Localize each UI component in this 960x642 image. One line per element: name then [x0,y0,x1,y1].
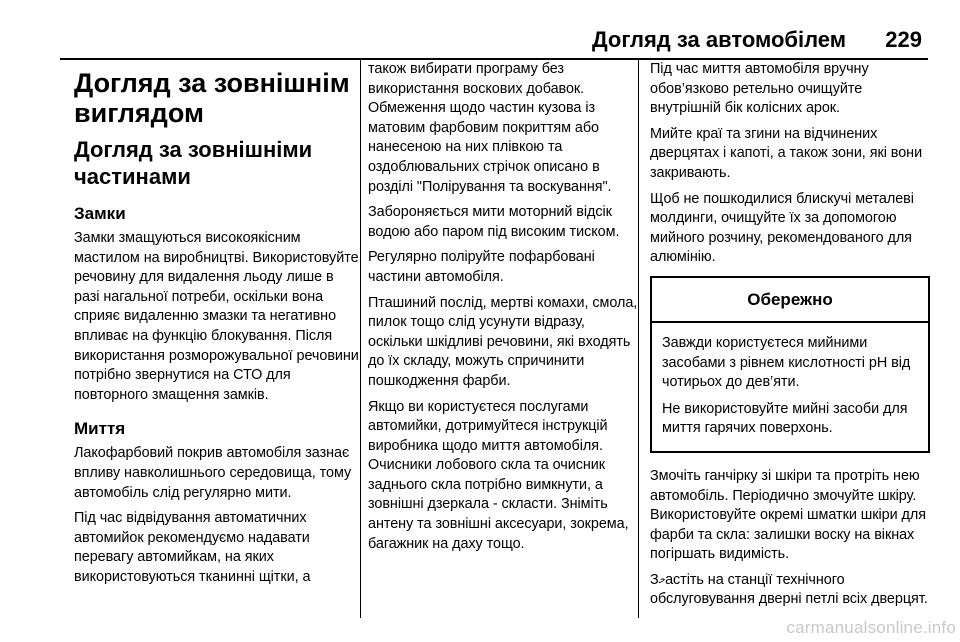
column-divider-2 [638,58,639,618]
section-title: Догляд за зовнішнім виглядом [74,68,350,128]
washing-heading: Миття [74,419,126,439]
column-2 [368,58,638,560]
caution-title: Обережно [652,278,928,323]
caution-box [650,276,930,453]
subsection-title: Догляд за зовнішніми частинами [74,137,313,189]
paragraph-door-edges: Мийте краї та згини на відчинених дверцятах і капоті, а також зони, які вони закривають. [650,125,923,181]
locks-paragraph: Замки змащуються високоякісним мастилом на виробництві. Використовуйте речовину для видалення льоду лише в разі нагальної потреби, оскільки вона сприяє видаленню змазки та негативно впливає на функцію блокування. Після використання розморожувальної речовини потрібно звернутися на СТО для повторного змащення замків. [74,230,359,403]
caution-paragraph-2: Не використовуйте мийні засоби для миття гарячих поверхонь. [662,400,908,437]
header-title: Догляд за автомобілем [591,27,846,52]
paragraph-engine-bay: Забороняється мити моторний відсік водою або паром під високим тиском. [368,204,620,240]
paragraph-mouldings: Щоб не пошкодилися блискучі металеві молдинги, очищуйте їх за допомогою мийного розчину, рекомендованого для алюмінію. [650,190,914,266]
paragraph-hinges: Зމастіть на станції технічного обслуговування дверні петлі всіх дверцят. [650,571,928,608]
paragraph-polish: Регулярно поліруйте пофарбовані частини автомобіля. [368,249,595,285]
caution-body [652,323,928,451]
caution-paragraph-1: Завжди користуєтеся мийними засобами з рівнем кислотності pH від чотирьох до дев’яти. [662,334,911,391]
column-3 [650,58,930,616]
column-1 [74,58,360,594]
locks-heading: Замки [74,204,126,223]
column-divider-1 [360,58,361,618]
paragraph-bird-droppings: Пташиний послід, мертві комахи, смола, пилок тощо слід усунути відразу, оскільки шкідливі речовини, які входять до їх складу, можуть спричинити пошкодження фарби. [368,294,638,389]
paragraph-chamois: Змочіть ганчірку зі шкіри та протріть нею автомобіль. Періодично змочуйте шкіру. Використовуйте окремі шматки шкіри для фарби та скла: залишки воску на вікнах погіршать видимість. [650,467,926,563]
washing-paragraph-1: Лакофарбовий покрив автомобіля зазнає впливу навколишнього середовища, тому автомобіль слід регулярно мити. [74,445,352,501]
paragraph-wheel-arches: Під час миття автомобіля вручну обов’язково ретельно очищуйте внутрішній бік колісних арок. [650,61,869,117]
paragraph-car-wash: Якщо ви користуєтеся послугами автомийки, дотримуйтеся інструкцій виробника щодо миття автомобіля. Очисники лобового скла та очисник заднього скла потрібно вимкнути, а зовнішні дзеркала - скласти. Зніміть антену та зовнішні аксесуари, зокрема, багажник на даху тощо. [368,398,629,552]
page-number: 229 [885,27,922,52]
watermark: carmanualsonline.info [786,618,956,637]
washing-paragraph-2: Під час відвідування автоматичних автомийок рекомендуємо надавати перевагу автомийкам, на яких використовуються тканинні щітки, а [74,510,311,585]
paragraph-wax-programs: також вибирати програму без використання воскових добавок. Обмеження щодо частин кузова із матовим фарбовим покриттям або нанесеною на них плівкою та оздоблювальних стрічок описано в розділі "Полірування та воскування". [368,61,612,195]
page-header [60,0,928,60]
